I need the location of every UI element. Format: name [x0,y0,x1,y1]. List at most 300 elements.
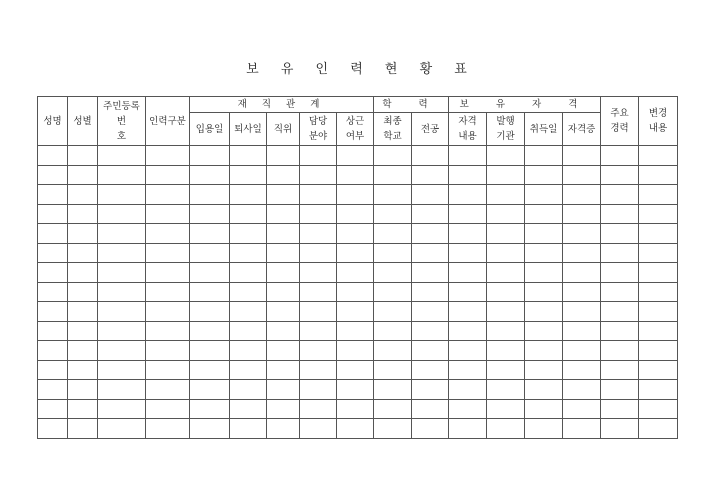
table-cell[interactable] [449,185,487,205]
header-final-school-line2: 학교 [383,131,402,142]
table-cell[interactable] [487,224,525,244]
table-cell[interactable] [38,224,68,244]
table-cell[interactable] [267,419,300,439]
table-cell[interactable] [300,341,337,361]
table-cell[interactable] [374,146,412,166]
table-cell[interactable] [639,321,678,341]
table-cell[interactable] [449,224,487,244]
header-cert-content [449,113,487,146]
table-cell[interactable] [230,224,267,244]
table-cell[interactable] [525,204,563,224]
header-resident-number-line2: 번 호 [116,115,141,142]
table-cell[interactable] [639,224,678,244]
table-cell[interactable] [146,360,190,380]
header-change-content-line1: 변경 [648,108,668,119]
header-position: 직위 [267,113,300,146]
table-cell[interactable] [563,380,601,400]
table-cell[interactable] [337,399,374,419]
table-cell[interactable] [267,360,300,380]
table-cell[interactable] [412,185,449,205]
table-cell[interactable] [300,282,337,302]
table-cell[interactable] [337,341,374,361]
header-main-career [601,97,639,146]
table-cell[interactable] [412,360,449,380]
table-cell[interactable] [230,341,267,361]
table-cell[interactable] [374,263,412,283]
table-row [38,321,678,341]
table-cell[interactable] [525,341,563,361]
table-cell[interactable] [146,165,190,185]
table-cell[interactable] [639,419,678,439]
table-cell[interactable] [449,380,487,400]
table-cell[interactable] [563,243,601,263]
table-cell[interactable] [487,399,525,419]
table-cell[interactable] [487,146,525,166]
table-cell[interactable] [190,360,230,380]
table-cell[interactable] [487,380,525,400]
table-cell[interactable] [374,302,412,322]
table-cell[interactable] [412,341,449,361]
table-cell[interactable] [563,419,601,439]
table-cell[interactable] [230,146,267,166]
table-cell[interactable] [563,321,601,341]
table-cell[interactable] [190,380,230,400]
table-row [38,380,678,400]
table-cell[interactable] [639,243,678,263]
table-cell[interactable] [300,204,337,224]
document-title: 보 유 인 력 현 황 표 [246,62,476,77]
table-cell[interactable] [98,282,146,302]
table-cell[interactable] [449,146,487,166]
table-cell[interactable] [639,302,678,322]
table-cell[interactable] [230,360,267,380]
table-cell[interactable] [68,263,98,283]
table-cell[interactable] [487,302,525,322]
table-cell[interactable] [374,165,412,185]
table-cell[interactable] [449,204,487,224]
table-cell[interactable] [639,185,678,205]
table-cell[interactable] [300,380,337,400]
table-cell[interactable] [98,380,146,400]
table-cell[interactable] [412,165,449,185]
table-cell[interactable] [337,204,374,224]
table-row [38,165,678,185]
table-cell[interactable] [190,146,230,166]
header-duty-area-line1: 담당 [308,116,328,127]
table-cell[interactable] [412,224,449,244]
table-cell[interactable] [68,146,98,166]
header-issuer-line1: 발행 [496,116,515,127]
header-gender: 성별 [68,97,98,146]
table-cell[interactable] [98,243,146,263]
table-cell[interactable] [563,204,601,224]
table-cell[interactable] [639,146,678,166]
table-cell[interactable] [267,399,300,419]
table-cell[interactable] [68,399,98,419]
table-cell[interactable] [300,185,337,205]
table-cell[interactable] [68,360,98,380]
table-cell[interactable] [190,321,230,341]
table-cell[interactable] [267,204,300,224]
table-cell[interactable] [412,243,449,263]
table-cell[interactable] [230,243,267,263]
table-cell[interactable] [190,341,230,361]
table-cell[interactable] [601,360,639,380]
table-cell[interactable] [68,380,98,400]
table-cell[interactable] [601,224,639,244]
table-cell[interactable] [337,146,374,166]
table-cell[interactable] [230,302,267,322]
table-cell[interactable] [525,185,563,205]
table-row [38,399,678,419]
table-cell[interactable] [267,165,300,185]
table-cell[interactable] [337,360,374,380]
table-cell[interactable] [374,185,412,205]
table-cell[interactable] [190,185,230,205]
table-cell[interactable] [337,282,374,302]
header-change-content [639,97,678,146]
table-cell[interactable] [525,224,563,244]
table-row [38,360,678,380]
table-cell[interactable] [639,399,678,419]
table-cell[interactable] [412,263,449,283]
table-cell[interactable] [374,360,412,380]
staff-status-table [37,96,678,439]
table-cell[interactable] [146,282,190,302]
table-cell[interactable] [146,243,190,263]
header-duty-area [300,113,337,146]
table-cell[interactable] [300,263,337,283]
table-cell[interactable] [38,282,68,302]
table-cell[interactable] [601,243,639,263]
table-cell[interactable] [68,224,98,244]
table-cell[interactable] [146,302,190,322]
table-cell[interactable] [639,263,678,283]
table-cell[interactable] [337,263,374,283]
table-cell[interactable] [267,224,300,244]
table-cell[interactable] [190,302,230,322]
table-cell[interactable] [38,360,68,380]
table-cell[interactable] [412,302,449,322]
table-cell[interactable] [487,165,525,185]
table-cell[interactable] [38,321,68,341]
table-cell[interactable] [146,419,190,439]
table-cell[interactable] [267,341,300,361]
table-cell[interactable] [300,321,337,341]
table-row [38,224,678,244]
table-cell[interactable] [190,282,230,302]
table-cell[interactable] [487,321,525,341]
table-cell[interactable] [525,146,563,166]
table-cell[interactable] [98,165,146,185]
table-cell[interactable] [267,282,300,302]
table-cell[interactable] [449,321,487,341]
table-cell[interactable] [374,321,412,341]
header-acquired-date: 취득일 [525,113,563,146]
table-cell[interactable] [300,302,337,322]
table-cell[interactable] [374,224,412,244]
table-cell[interactable] [374,243,412,263]
table-row [38,204,678,224]
table-cell[interactable] [449,243,487,263]
table-cell[interactable] [563,165,601,185]
table-row [38,282,678,302]
table-cell[interactable] [146,263,190,283]
table-cell[interactable] [190,399,230,419]
table-cell[interactable] [98,185,146,205]
header-issuer-line2: 기관 [496,131,515,142]
table-cell[interactable] [639,204,678,224]
table-cell[interactable] [525,419,563,439]
table-cell[interactable] [449,399,487,419]
table-cell[interactable] [601,341,639,361]
table-cell[interactable] [412,204,449,224]
table-cell[interactable] [601,146,639,166]
table-cell[interactable] [374,341,412,361]
table-cell[interactable] [98,204,146,224]
table-cell[interactable] [38,243,68,263]
table-cell[interactable] [337,224,374,244]
table-cell[interactable] [601,399,639,419]
table-cell[interactable] [98,341,146,361]
table-cell[interactable] [487,204,525,224]
table-cell[interactable] [230,204,267,224]
table-cell[interactable] [374,380,412,400]
table-row [38,341,678,361]
table-cell[interactable] [601,321,639,341]
table-cell[interactable] [525,360,563,380]
table-cell[interactable] [98,302,146,322]
table-cell[interactable] [412,399,449,419]
table-cell[interactable] [639,380,678,400]
table-cell[interactable] [300,224,337,244]
table-cell[interactable] [300,360,337,380]
table-cell[interactable] [601,263,639,283]
header-cert-content-line2: 내용 [458,131,477,142]
table-cell[interactable] [146,341,190,361]
table-cell[interactable] [68,282,98,302]
table-cell[interactable] [525,165,563,185]
table-cell[interactable] [190,204,230,224]
table-cell[interactable] [146,185,190,205]
table-cell[interactable] [146,204,190,224]
table-cell[interactable] [337,419,374,439]
table-cell[interactable] [98,399,146,419]
table-cell[interactable] [146,146,190,166]
table-cell[interactable] [601,282,639,302]
table-cell[interactable] [449,360,487,380]
table-cell[interactable] [230,282,267,302]
header-issuer [487,113,525,146]
table-cell[interactable] [563,263,601,283]
table-cell[interactable] [146,321,190,341]
table-cell[interactable] [449,341,487,361]
header-main-career-line1: 주요 [610,108,629,119]
table-cell[interactable] [601,419,639,439]
header-fulltime-line2: 여부 [345,131,365,142]
table-cell[interactable] [300,243,337,263]
table-cell[interactable] [38,302,68,322]
table-cell[interactable] [68,302,98,322]
table-cell[interactable] [525,263,563,283]
table-cell[interactable] [98,321,146,341]
table-cell[interactable] [601,380,639,400]
table-cell[interactable] [525,321,563,341]
header-row-1 [38,97,678,113]
header-fulltime-line1: 상근 [345,116,365,127]
table-cell[interactable] [267,243,300,263]
table-cell[interactable] [412,282,449,302]
table-cell[interactable] [563,185,601,205]
table-cell[interactable] [563,360,601,380]
table-cell[interactable] [525,302,563,322]
table-cell[interactable] [449,302,487,322]
table-cell[interactable] [601,185,639,205]
header-fulltime [337,113,374,146]
table-cell[interactable] [146,224,190,244]
table-cell[interactable] [412,321,449,341]
header-certification-group: 보 유 자 격 [449,97,601,113]
table-cell[interactable] [98,419,146,439]
table-cell[interactable] [374,282,412,302]
table-cell[interactable] [525,399,563,419]
table-cell[interactable] [267,380,300,400]
table-cell[interactable] [487,263,525,283]
table-cell[interactable] [487,243,525,263]
table-cell[interactable] [146,380,190,400]
header-cert-content-line1: 자격 [458,116,477,127]
table-cell[interactable] [525,380,563,400]
table-cell[interactable] [230,185,267,205]
table-cell[interactable] [601,165,639,185]
table-cell[interactable] [68,243,98,263]
table-cell[interactable] [98,360,146,380]
table-cell[interactable] [337,185,374,205]
table-cell[interactable] [300,146,337,166]
table-cell[interactable] [68,341,98,361]
table-cell[interactable] [68,185,98,205]
table-cell[interactable] [449,165,487,185]
table-cell[interactable] [68,204,98,224]
table-row [38,302,678,322]
table-cell[interactable] [38,380,68,400]
table-cell[interactable] [38,165,68,185]
table-cell[interactable] [563,302,601,322]
table-cell[interactable] [230,419,267,439]
table-cell[interactable] [337,321,374,341]
table-cell[interactable] [639,165,678,185]
table-cell[interactable] [337,243,374,263]
table-cell[interactable] [38,341,68,361]
table-cell[interactable] [38,185,68,205]
table-cell[interactable] [267,302,300,322]
table-cell[interactable] [639,282,678,302]
table-cell[interactable] [300,399,337,419]
table-cell[interactable] [300,165,337,185]
table-cell[interactable] [230,380,267,400]
table-cell[interactable] [190,165,230,185]
header-final-school-line1: 최종 [383,116,402,127]
table-cell[interactable] [38,204,68,224]
table-cell[interactable] [487,419,525,439]
table-cell[interactable] [639,360,678,380]
table-cell[interactable] [337,165,374,185]
table-cell[interactable] [38,146,68,166]
table-cell[interactable] [449,282,487,302]
table-cell[interactable] [190,224,230,244]
table-cell[interactable] [267,146,300,166]
table-cell[interactable] [374,419,412,439]
table-cell[interactable] [267,263,300,283]
table-cell[interactable] [68,165,98,185]
table-cell[interactable] [38,399,68,419]
table-cell[interactable] [412,146,449,166]
table-cell[interactable] [563,282,601,302]
table-cell[interactable] [267,185,300,205]
table-cell[interactable] [337,302,374,322]
table-cell[interactable] [146,399,190,419]
table-cell[interactable] [525,243,563,263]
table-row [38,185,678,205]
table-cell[interactable] [38,419,68,439]
header-resident-number-line1: 주민등록 [103,100,140,112]
table-cell[interactable] [374,204,412,224]
table-cell[interactable] [563,341,601,361]
table-cell[interactable] [412,380,449,400]
table-row [38,263,678,283]
header-duty-area-line2: 분야 [308,131,328,142]
table-cell[interactable] [449,419,487,439]
table-cell[interactable] [487,185,525,205]
table-cell[interactable] [374,399,412,419]
table-cell[interactable] [68,321,98,341]
table-cell[interactable] [601,302,639,322]
table-cell[interactable] [190,243,230,263]
header-staff-type: 인력구분 [146,97,190,146]
table-cell[interactable] [98,146,146,166]
table-row [38,243,678,263]
table-cell[interactable] [563,146,601,166]
table-cell[interactable] [190,263,230,283]
table-cell[interactable] [98,263,146,283]
table-cell[interactable] [230,165,267,185]
table-cell[interactable] [412,419,449,439]
table-cell[interactable] [267,321,300,341]
table-cell[interactable] [487,341,525,361]
table-cell[interactable] [98,224,146,244]
table-cell[interactable] [563,224,601,244]
header-employment-group: 재 직 관 계 [190,97,374,113]
table-cell[interactable] [230,399,267,419]
table-cell[interactable] [601,204,639,224]
table-cell[interactable] [190,419,230,439]
table-cell[interactable] [337,380,374,400]
table-cell[interactable] [487,360,525,380]
table-cell[interactable] [230,321,267,341]
table-cell[interactable] [639,341,678,361]
header-major: 전공 [412,113,449,146]
table-cell[interactable] [487,282,525,302]
table-cell[interactable] [300,419,337,439]
table-cell[interactable] [449,263,487,283]
table-cell[interactable] [38,263,68,283]
table-cell[interactable] [68,419,98,439]
table-cell[interactable] [230,263,267,283]
header-hire-date: 입용일 [190,113,230,146]
header-certificate: 자격증 [563,113,601,146]
table-cell[interactable] [563,399,601,419]
table-cell[interactable] [525,282,563,302]
